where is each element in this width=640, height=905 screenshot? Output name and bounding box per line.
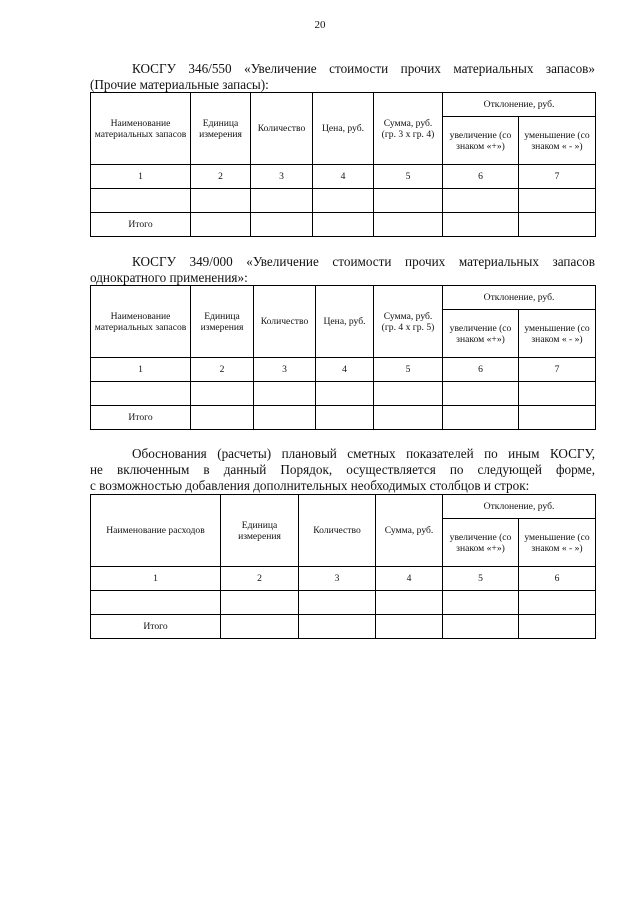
table-cell xyxy=(91,189,191,213)
table-cell xyxy=(443,189,519,213)
table-cell xyxy=(91,591,221,615)
col-number: 6 xyxy=(519,567,596,591)
table-cell xyxy=(519,189,596,213)
header-increase: увеличение (со знаком «+») xyxy=(443,117,519,165)
table-row-total xyxy=(91,615,596,639)
header-decrease: уменьшение (со знаком « - ») xyxy=(519,117,596,165)
col-number: 3 xyxy=(254,358,316,382)
section-3-table xyxy=(90,494,596,639)
table-row-numbers xyxy=(91,165,596,189)
section-1-table xyxy=(90,92,596,237)
col-number: 5 xyxy=(374,165,443,189)
section-2-table xyxy=(90,285,596,430)
table-cell xyxy=(251,189,313,213)
header-increase: увеличение (со знаком «+») xyxy=(443,310,519,358)
col-number: 3 xyxy=(251,165,313,189)
table-cell xyxy=(191,213,251,237)
section-2-heading xyxy=(90,254,595,286)
section-3-heading-line-2: не включенным в данный Порядок, осуществляется по следующей форме, xyxy=(90,462,595,477)
table-cell xyxy=(191,382,254,406)
table-cell xyxy=(443,615,519,639)
col-number: 3 xyxy=(299,567,376,591)
table-row-empty xyxy=(91,382,596,406)
table-cell xyxy=(519,382,596,406)
col-number: 4 xyxy=(316,358,374,382)
col-number: 7 xyxy=(519,165,596,189)
col-number: 5 xyxy=(443,567,519,591)
col-number: 6 xyxy=(443,358,519,382)
section-3-heading-line-3: с возможностью добавления дополнительных необходимых столбцов и строк: xyxy=(90,478,530,493)
header-name: Наименование материальных запасов xyxy=(91,286,191,358)
table-cell xyxy=(374,213,443,237)
table-cell xyxy=(519,406,596,430)
table-cell xyxy=(191,406,254,430)
table-cell xyxy=(519,213,596,237)
col-number: 1 xyxy=(91,165,191,189)
section-2-heading-line-1: КОСГУ 349/000 «Увеличение стоимости прочих материальных запасов xyxy=(132,254,595,269)
table-cell xyxy=(374,382,443,406)
table-cell xyxy=(376,591,443,615)
table-cell xyxy=(443,406,519,430)
table-row-empty xyxy=(91,189,596,213)
header-sum: Сумма, руб. xyxy=(376,495,443,567)
table-cell xyxy=(316,406,374,430)
header-quantity: Количество xyxy=(299,495,376,567)
header-decrease: уменьшение (со знаком « - ») xyxy=(519,519,596,567)
header-name: Наименование расходов xyxy=(91,495,221,567)
header-quantity: Количество xyxy=(251,93,313,165)
table-cell xyxy=(443,213,519,237)
page-number: 20 xyxy=(314,19,326,31)
header-deviation: Отклонение, руб. xyxy=(443,93,596,117)
table-cell xyxy=(443,591,519,615)
header-sum: Сумма, руб. (гр. 4 х гр. 5) xyxy=(374,286,443,358)
col-number: 2 xyxy=(191,358,254,382)
col-number: 7 xyxy=(519,358,596,382)
table-cell xyxy=(299,591,376,615)
section-1-heading-line-2: (Прочие материальные запасы): xyxy=(90,77,269,92)
table-cell xyxy=(519,591,596,615)
section-2-heading-line-2: однократного применения»: xyxy=(90,270,248,285)
total-label: Итого xyxy=(91,406,191,430)
table-cell xyxy=(374,406,443,430)
table-cell xyxy=(191,189,251,213)
section-1-heading xyxy=(90,61,595,93)
header-unit: Единица измерения xyxy=(221,495,299,567)
col-number: 6 xyxy=(443,165,519,189)
table-cell xyxy=(221,591,299,615)
table-cell xyxy=(221,615,299,639)
header-name: Наименование материальных запасов xyxy=(91,93,191,165)
col-number: 5 xyxy=(374,358,443,382)
table-cell xyxy=(316,382,374,406)
header-unit: Единица измерения xyxy=(191,93,251,165)
table-cell xyxy=(254,382,316,406)
header-decrease: уменьшение (со знаком « - ») xyxy=(519,310,596,358)
header-price: Цена, руб. xyxy=(316,286,374,358)
table-row-numbers xyxy=(91,358,596,382)
table-row-numbers xyxy=(91,567,596,591)
table-cell xyxy=(254,406,316,430)
col-number: 2 xyxy=(191,165,251,189)
header-deviation: Отклонение, руб. xyxy=(443,495,596,519)
header-sum: Сумма, руб. (гр. 3 х гр. 4) xyxy=(374,93,443,165)
table-cell xyxy=(374,189,443,213)
table-row-total xyxy=(91,406,596,430)
table-cell xyxy=(376,615,443,639)
table-row-empty xyxy=(91,591,596,615)
header-unit: Единица измерения xyxy=(191,286,254,358)
section-1-heading-line-1: КОСГУ 346/550 «Увеличение стоимости прочих материальных запасов» xyxy=(132,61,595,76)
header-increase: увеличение (со знаком «+») xyxy=(443,519,519,567)
header-quantity: Количество xyxy=(254,286,316,358)
section-3-heading xyxy=(90,446,595,494)
total-label: Итого xyxy=(91,213,191,237)
section-3-heading-line-1: Обоснования (расчеты) плановый сметных показателей по иным КОСГУ, xyxy=(132,446,595,461)
total-label: Итого xyxy=(91,615,221,639)
col-number: 1 xyxy=(91,567,221,591)
table-cell xyxy=(313,213,374,237)
col-number: 4 xyxy=(313,165,374,189)
header-deviation: Отклонение, руб. xyxy=(443,286,596,310)
table-cell xyxy=(313,189,374,213)
col-number: 4 xyxy=(376,567,443,591)
table-cell xyxy=(91,382,191,406)
table-cell xyxy=(443,382,519,406)
col-number: 1 xyxy=(91,358,191,382)
table-cell xyxy=(299,615,376,639)
table-cell xyxy=(251,213,313,237)
header-price: Цена, руб. xyxy=(313,93,374,165)
col-number: 2 xyxy=(221,567,299,591)
table-row-total xyxy=(91,213,596,237)
table-cell xyxy=(519,615,596,639)
